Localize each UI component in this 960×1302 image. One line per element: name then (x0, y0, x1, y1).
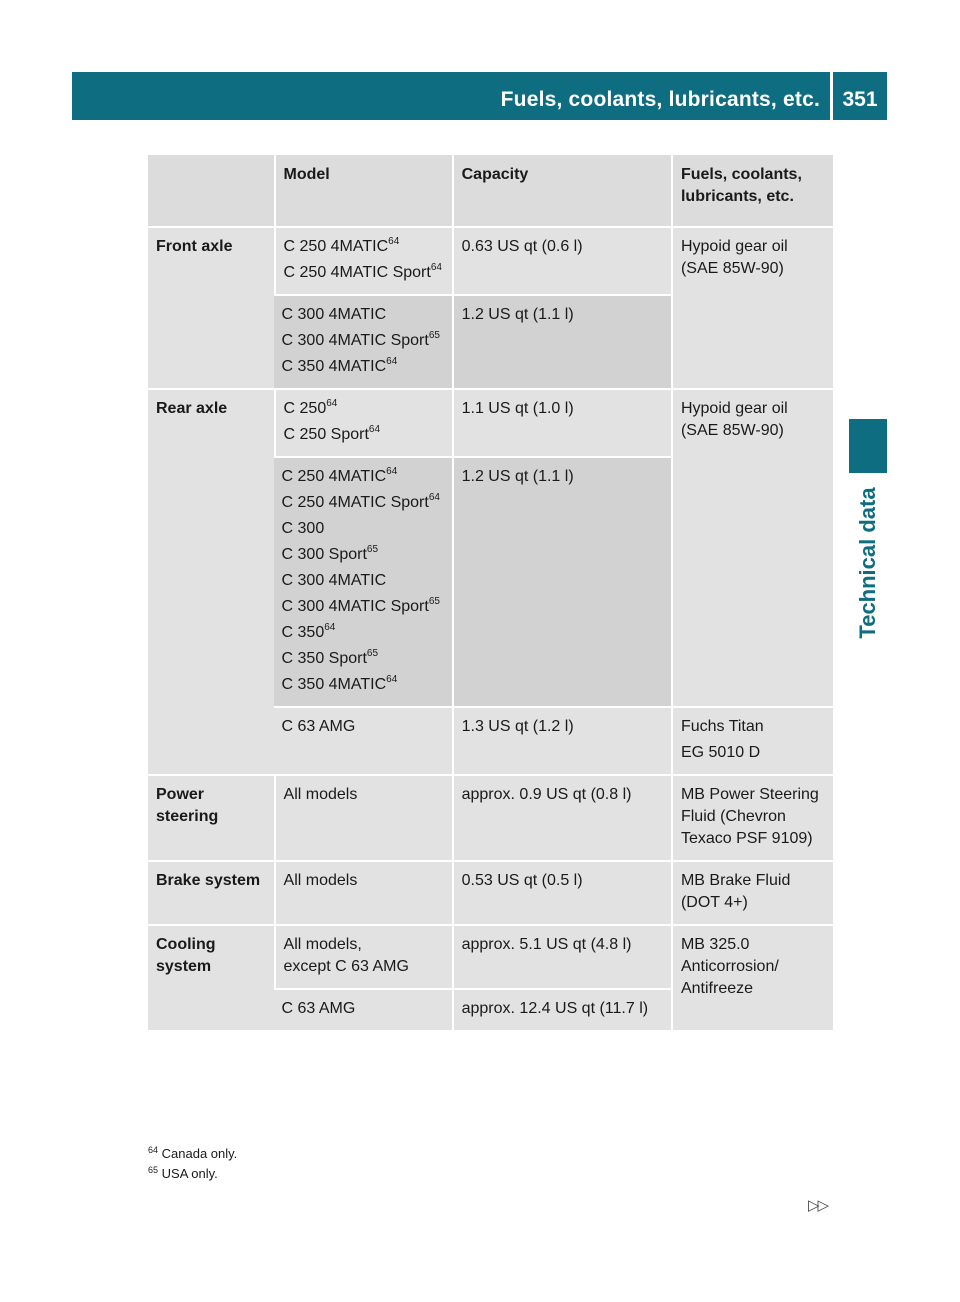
fluid-cell: MB 325.0 Anticorrosion/ Antifreeze (671, 926, 833, 1032)
section-title-bar (72, 72, 830, 120)
capacity-cell: approx. 0.9 US qt (0.8 l) (452, 776, 671, 862)
model-cell (274, 228, 452, 296)
table-row (148, 862, 833, 926)
page-number-box (833, 72, 887, 120)
fluid-cell: MB Brake Fluid (DOT 4+) (671, 862, 833, 926)
continue-arrow-icon: ▷▷ (808, 1197, 828, 1214)
capacity-cell: approx. 5.1 US qt (4.8 l) (452, 926, 671, 990)
model-cell: C 63 AMG (274, 708, 452, 776)
model-line: C 250 4MATIC Sport$^{64}$ (283, 262, 442, 281)
fluid-cell: Hypoid gear oil (SAE 85W-90) (671, 228, 833, 390)
capacity-cell: approx. 12.4 US qt (11.7 l) (452, 990, 671, 1032)
model-cell: All models (274, 776, 452, 862)
table-header-row (148, 155, 833, 228)
column-header-capacity: Capacity (452, 155, 671, 228)
row-label-power-steering: Power steering (148, 776, 274, 862)
model-cell: All models (274, 862, 452, 926)
model-cell: C 300 4MATIC C 300 4MATIC Sport$^{65}$ C 350 4MATIC$^{64}$ (274, 296, 452, 390)
row-label-brake-system: Brake system (148, 862, 274, 926)
table-row (148, 228, 833, 296)
capacity-cell: 1.2 US qt (1.1 l) (452, 458, 671, 708)
side-tab-label: Technical data (855, 487, 880, 639)
model-cell: All models, except C 63 AMG (274, 926, 452, 990)
column-header-model: Model (274, 155, 452, 228)
row-label-cooling-system: Cooling system (148, 926, 274, 1032)
capacity-cell: 1.1 US qt (1.0 l) (452, 390, 671, 458)
model-cell: C 250 4MATIC$^{64}$ C 250 4MATIC Sport$^{64}$ C 300 C 300 Sport$^{65}$ C 300 4MATIC C 300 4MATIC Sport$^{65}$ C $350^{64}$ C 350 Sport$^{65}$ C 350 4MATIC$^{64}$ (274, 458, 452, 708)
capacity-cell: 0.53 US qt (0.5 l) (452, 862, 671, 926)
fluid-cell: MB Power Steering Fluid (Chevron Texaco PSF 9109) (671, 776, 833, 862)
table-row (148, 926, 833, 990)
fluid-cell: Fuchs Titan EG 5010 D (671, 708, 833, 776)
fluid-cell: Hypoid gear oil (SAE 85W-90) (671, 390, 833, 708)
header-empty-cell (148, 155, 274, 228)
section-title: Fuels, coolants, lubricants, etc. (500, 88, 820, 111)
model-line: C 250 4MATIC$^{64}$ (283, 236, 400, 255)
fluids-capacity-table (148, 155, 833, 1032)
table-row (148, 390, 833, 458)
side-tab-marker (849, 419, 887, 473)
footnote: $^{64}$ Canada only. (148, 1145, 238, 1161)
row-label-rear-axle: Rear axle (148, 390, 274, 776)
column-header-fluids: Fuels, coolants, lubricants, etc. (671, 155, 833, 228)
side-tab (849, 478, 887, 648)
capacity-cell: 0.63 US qt (0.6 l) (452, 228, 671, 296)
row-label-front-axle: Front axle (148, 228, 274, 390)
capacity-cell: 1.3 US qt (1.2 l) (452, 708, 671, 776)
page-number: 351 (842, 88, 878, 111)
table-row (148, 776, 833, 862)
model-cell: C 63 AMG (274, 990, 452, 1032)
footnote: $^{65}$ USA only. (148, 1165, 218, 1181)
capacity-cell: 1.2 US qt (1.1 l) (452, 296, 671, 390)
model-cell: C $250^{64}$ C 250 Sport$^{64}$ (274, 390, 452, 458)
